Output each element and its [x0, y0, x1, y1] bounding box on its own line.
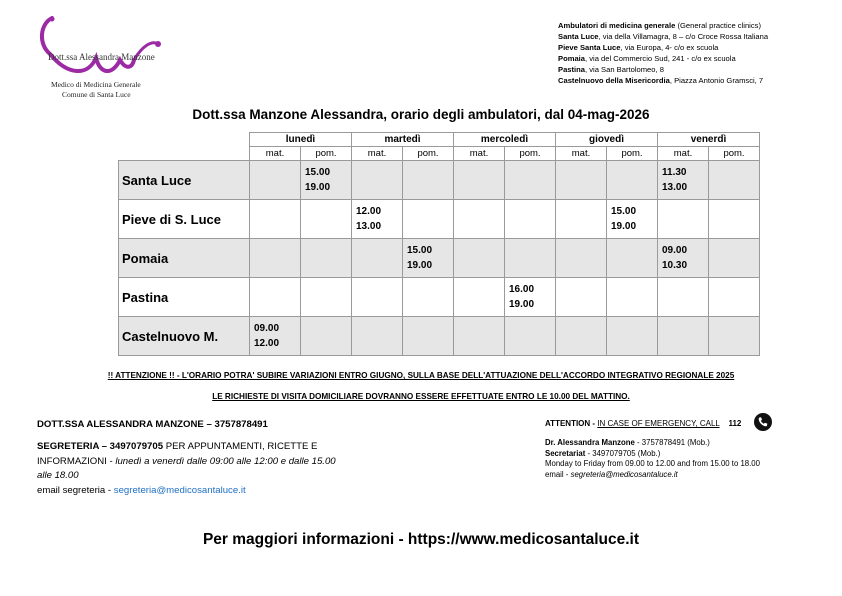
- schedule-cell: [250, 278, 301, 317]
- end-time: 19.00: [305, 182, 331, 193]
- email-label: email segreteria -: [37, 484, 114, 496]
- schedule-cell: [607, 317, 658, 356]
- schedule-cell: [505, 200, 556, 239]
- footer-more-info[interactable]: Per maggiori informazioni - https://www.medicosantaluce.it: [202, 531, 640, 548]
- session-header-row: [119, 147, 760, 161]
- logo-subtitle-role: Medico di Medicina Generale: [51, 80, 141, 89]
- schedule-cell: [556, 239, 607, 278]
- schedule-row: [119, 200, 760, 239]
- schedule-cell: [607, 161, 658, 200]
- schedule-row: [119, 239, 760, 278]
- schedule-cell: [352, 317, 403, 356]
- schedule-cell: [709, 278, 760, 317]
- phone-icon: [754, 413, 772, 431]
- corner-blank: [119, 147, 250, 161]
- schedule-cell: [403, 317, 454, 356]
- schedule-cell: [709, 317, 760, 356]
- day-header-row: [119, 133, 760, 147]
- day-header: giovedì: [556, 133, 658, 147]
- page-title: Dott.ssa Manzone Alessandra, orario degli ambulatori, dal 04-mag-2026: [192, 107, 650, 122]
- schedule-cell: [301, 278, 352, 317]
- schedule-row: [119, 161, 760, 200]
- schedule-cell: [454, 239, 505, 278]
- logo: [38, 16, 162, 76]
- session-header: mat.: [352, 147, 403, 161]
- session-header: pom.: [607, 147, 658, 161]
- schedule-cell: [403, 200, 454, 239]
- start-time: 09.00: [254, 323, 280, 334]
- schedule-cell: [505, 161, 556, 200]
- end-time: 13.00: [662, 182, 688, 193]
- start-time: 15.00: [611, 206, 637, 217]
- schedule-row: [119, 317, 760, 356]
- email-link-en[interactable]: segreteria@medicosantaluce.it: [570, 469, 678, 479]
- session-header: mat.: [454, 147, 505, 161]
- secretariat-contact-en: Secretariat - 3497079705 (Mob.): [545, 448, 661, 458]
- doctor-contact-en: Dr. Alessandra Manzone - 3757878491 (Mob.): [545, 438, 710, 447]
- end-time: 19.00: [509, 299, 535, 310]
- location-name: Pomaia: [119, 239, 250, 278]
- schedule-cell: [301, 317, 352, 356]
- session-header: mat.: [658, 147, 709, 161]
- schedule-table: [118, 132, 760, 356]
- schedule-cell: [658, 278, 709, 317]
- clinic-item: Santa Luce, via della Villamagra, 8 – c/o Croce Rossa Italiana: [558, 32, 769, 42]
- secretary-label: SEGRETERIA – 3497079705: [37, 441, 164, 452]
- session-header: pom.: [403, 147, 454, 161]
- start-time: 12.00: [356, 206, 382, 217]
- schedule-cell: [352, 278, 403, 317]
- schedule-cell: [658, 161, 709, 200]
- home-visit-notice: LE RICHIESTE DI VISITA DOMICILIARE DOVRANNO ESSERE EFFETTUATE ENTRO LE 10.00 DEL MATTINO.: [212, 392, 630, 401]
- emergency-number: 112: [728, 419, 742, 428]
- schedule-cell: [403, 278, 454, 317]
- schedule-cell: [352, 161, 403, 200]
- logo-text: Dott.ssa Alessandra Manzone: [48, 52, 155, 62]
- schedule-cell: [454, 161, 505, 200]
- logo-subtitle-municipality: Comune di Santa Luce: [62, 90, 131, 99]
- clinics-list: [558, 20, 768, 87]
- schedule-cell: [607, 278, 658, 317]
- end-time: 10.30: [662, 260, 688, 271]
- clinic-item: Castelnuovo della Misericordia, Piazza Antonio Gramsci, 7: [558, 76, 764, 86]
- schedule-cell: [454, 317, 505, 356]
- schedule-cell: [556, 161, 607, 200]
- end-time: 19.00: [407, 260, 433, 271]
- clinic-item: Pieve Santa Luce, via Europa, 4- c/o ex scuola: [558, 43, 719, 53]
- schedule-cell: [454, 200, 505, 239]
- start-time: 15.00: [305, 167, 331, 178]
- schedule-cell: [607, 239, 658, 278]
- secretary-hours: lunedì a venerdì dalle 09:00 alle 12:00 e dalle 15.00 alle 18.00: [37, 455, 336, 481]
- schedule-cell: [250, 317, 301, 356]
- emergency-attention: ATTENTION - IN CASE OF EMERGENCY, CALL 112: [545, 419, 742, 428]
- schedule-cell: [709, 161, 760, 200]
- session-header: mat.: [556, 147, 607, 161]
- day-header: venerdì: [658, 133, 760, 147]
- clinics-title: Ambulatori di medicina generale (General practice clinics): [558, 21, 761, 30]
- variation-notice: !! ATTENZIONE !! - L'ORARIO POTRA' SUBIRE VARIAZIONI ENTRO GIUGNO, SULLA BASE DELL'ATTUAZIONE DELL'ACCORDO INTEGRATIVO REGIONALE 2025: [107, 371, 735, 380]
- day-header: mercoledì: [454, 133, 556, 147]
- schedule-cell: [403, 161, 454, 200]
- end-time: 13.00: [356, 221, 382, 232]
- session-header: pom.: [505, 147, 556, 161]
- session-header: pom.: [709, 147, 760, 161]
- start-time: 16.00: [509, 284, 535, 295]
- schedule-cell: [505, 239, 556, 278]
- schedule-cell: [352, 239, 403, 278]
- end-time: 12.00: [254, 338, 280, 349]
- schedule-cell: [403, 239, 454, 278]
- location-name: Pastina: [119, 278, 250, 317]
- location-name: Castelnuovo M.: [119, 317, 250, 356]
- schedule-cell: [505, 278, 556, 317]
- secretary-contact: [37, 440, 347, 498]
- schedule-cell: [301, 161, 352, 200]
- schedule-cell: [301, 239, 352, 278]
- email-link[interactable]: segreteria@medicosantaluce.it: [113, 484, 246, 496]
- schedule-cell: [556, 278, 607, 317]
- english-contacts: [545, 438, 760, 480]
- corner-blank: [119, 133, 250, 147]
- schedule-cell: [301, 200, 352, 239]
- email-en: email - segreteria@medicosantaluce.it: [545, 469, 678, 479]
- start-time: 09.00: [662, 245, 688, 256]
- day-header: lunedì: [250, 133, 352, 147]
- schedule-cell: [607, 200, 658, 239]
- schedule-cell: [250, 161, 301, 200]
- stethoscope-logo-icon: [38, 16, 162, 76]
- schedule-cell: [505, 317, 556, 356]
- schedule-cell: [709, 200, 760, 239]
- schedule-cell: [556, 200, 607, 239]
- doctor-contact: DOTT.SSA ALESSANDRA MANZONE – 3757878491: [37, 419, 268, 430]
- hours-en: Monday to Friday from 09.00 to 12.00 and from 15.00 to 18.00: [545, 459, 760, 469]
- schedule-cell: [556, 317, 607, 356]
- schedule-row: [119, 278, 760, 317]
- start-time: 11.30: [662, 167, 687, 178]
- schedule-cell: [709, 239, 760, 278]
- session-header: pom.: [301, 147, 352, 161]
- location-name: Santa Luce: [119, 161, 250, 200]
- clinic-item: Pomaia, via del Commercio Sud, 241 - c/o ex scuola: [558, 54, 736, 64]
- session-header: mat.: [250, 147, 301, 161]
- schedule-cell: [658, 239, 709, 278]
- end-time: 19.00: [611, 221, 637, 232]
- start-time: 15.00: [407, 245, 433, 256]
- clinic-item: Pastina, via San Bartolomeo, 8: [558, 65, 664, 75]
- schedule-cell: [658, 317, 709, 356]
- schedule-cell: [250, 239, 301, 278]
- location-name: Pieve di S. Luce: [119, 200, 250, 239]
- schedule-cell: [250, 200, 301, 239]
- schedule-cell: [658, 200, 709, 239]
- schedule-cell: [454, 278, 505, 317]
- secretary-text: PER APPUNTAMENTI, RICETTE E INFORMAZIONI -: [37, 441, 318, 467]
- schedule-cell: [352, 200, 403, 239]
- day-header: martedì: [352, 133, 454, 147]
